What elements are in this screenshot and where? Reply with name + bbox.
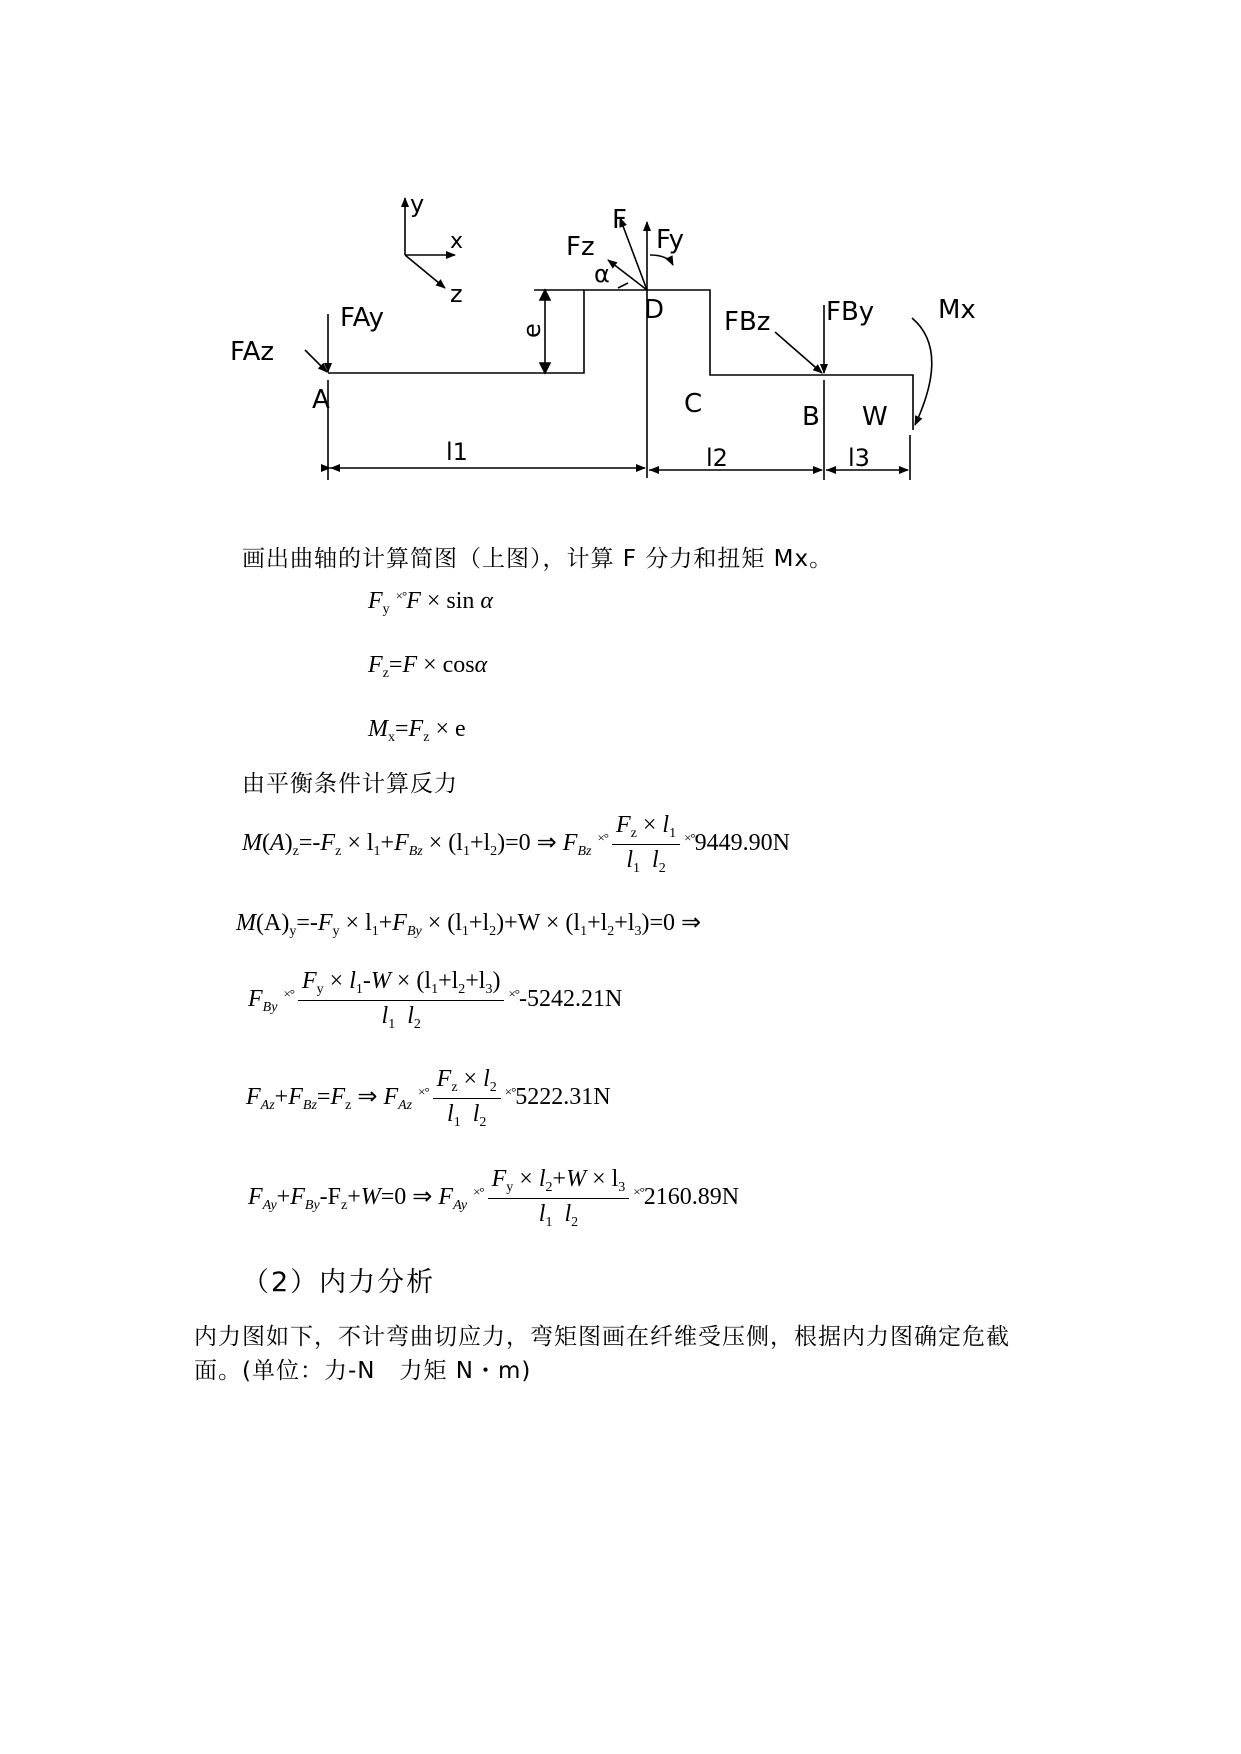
eq-fby: $F_{By}$ ×° $\frac{F_y \times l_1-W \times (l_1+l_2+l_3)}{l_1 l_2}$ ×°-5242.21N [248, 968, 623, 1032]
y-axis-label: y [410, 190, 425, 218]
l1-label: l1 [446, 438, 468, 466]
eq-ma-z: $M(A)_z=-F_z \times l_1+F_{Bz} \times (l_1+l_2)=0$ ⇒ $F_{Bz}$ ×° $\frac{F_z \times l_1}{l_1 l_2}$ ×°9449.90N [242, 812, 790, 876]
w-label: W [862, 402, 888, 432]
d-point-label: D [644, 295, 665, 325]
eq-fy: $F_y$ ×°F × sin α [368, 588, 494, 617]
b-point-label: B [802, 402, 820, 432]
eq-fay: $F_{Ay}+F_{By}-F_z+W=0$ ⇒ $F_{Ay}$ ×° $\frac{F_y \times l_2+W \times l_3}{l_1 l_2}$ ×°2160.89N [248, 1166, 740, 1230]
fbz-label: FBz [724, 307, 771, 337]
mx-label: Mx [938, 295, 976, 325]
x-axis-label: x [450, 229, 464, 254]
l3-label: l3 [848, 444, 870, 472]
eq-ma-y: $M(A)_y=-F_y \times l_1+F_{By} \times (l_1+l_2)+W \times (l_1+l_2+l_3)=0$ ⇒ [236, 910, 702, 939]
f-label: F [612, 205, 627, 235]
fay-value: 2160.89N [643, 1184, 740, 1211]
l2-label: l2 [706, 444, 728, 472]
intro-text: 画出曲轴的计算简图（上图），计算 F 分力和扭矩 Mx。 [242, 546, 834, 572]
fay-label: FAy [340, 303, 384, 333]
faz-label: FAz [230, 337, 275, 367]
alpha-label: α [594, 260, 610, 288]
fz-label: Fz [566, 232, 595, 262]
mx-small-arc [650, 255, 673, 265]
z-axis-label: z [450, 280, 463, 308]
eq-mx: $M_x=F_z \times e$ [368, 716, 466, 745]
e-label: e [518, 323, 546, 338]
eq-fz: $F_z=F \times \cos\alpha$ [368, 652, 488, 681]
fbz-value: 9449.90N [694, 830, 790, 857]
faz-value: 5222.31N [515, 1084, 611, 1111]
crankshaft-diagram [0, 0, 1241, 520]
section-heading: （2）内力分析 [242, 1267, 436, 1298]
mx-curved-arrow [912, 318, 932, 425]
fbz-arrow [775, 332, 822, 373]
paragraph-line-1: 内力图如下，不计弯曲切应力，弯矩图画在纤维受压侧，根据内力图确定危截 [194, 1324, 1010, 1350]
reaction-intro: 由平衡条件计算反力 [242, 771, 458, 797]
fy-label: Fy [656, 225, 684, 255]
eq-faz: $F_{Az}+F_{Bz}=F_z$ ⇒ $F_{Az}$ ×° $\frac{F_z \times l_2}{l_1 l_2}$ ×°5222.31N [246, 1066, 611, 1130]
a-point-label: A [312, 385, 330, 415]
z-axis-arrow [405, 255, 445, 288]
c-point-label: C [684, 389, 703, 419]
fby-label: FBy [826, 297, 875, 327]
paragraph-line-2: 面。(单位：力-N 力矩 N・m) [194, 1358, 532, 1384]
faz-arrow [305, 350, 327, 372]
fby-value: -5242.21N [519, 986, 623, 1013]
